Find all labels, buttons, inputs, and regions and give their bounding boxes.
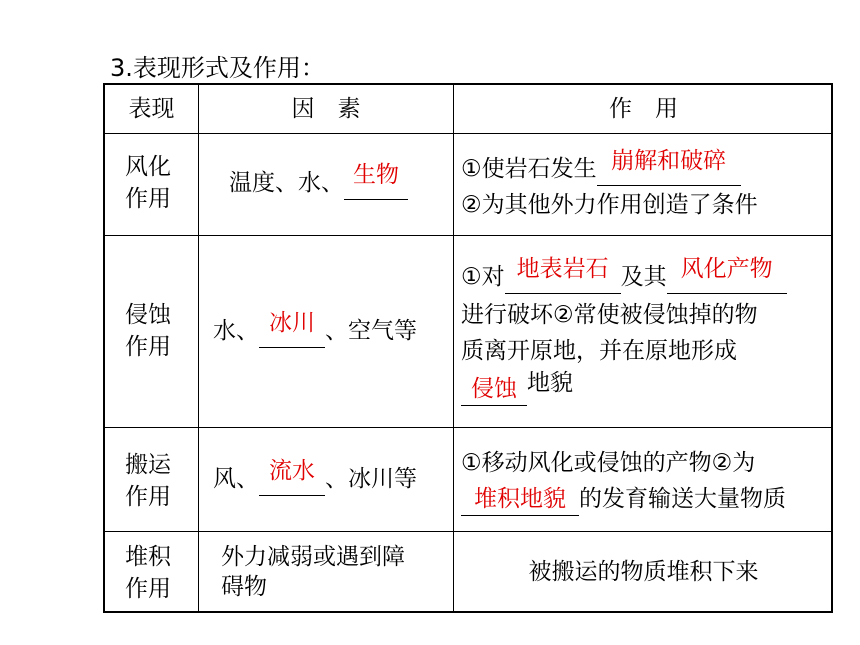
answer-blank: 风化产物 bbox=[667, 261, 787, 294]
row-deposition-effect: 被搬运的物质堆积下来 bbox=[528, 558, 759, 585]
answer-blank: 侵蚀 bbox=[461, 373, 527, 406]
row-erosion-effect-1: ①对 地表岩石 及其 风化产物 bbox=[461, 261, 787, 294]
row-deposition-factors-1: 外力减弱或遇到障 bbox=[221, 544, 405, 570]
answer-blank: 流水 bbox=[259, 463, 325, 496]
row-transport-factors: 风、 流水 、冰川等 bbox=[213, 463, 417, 496]
row-weathering-factors: 温度、水、 生物 bbox=[229, 167, 408, 200]
forms-table bbox=[103, 83, 833, 613]
header-effects: 作 用 bbox=[609, 96, 678, 122]
row-deposition-name: 堆积 作用 bbox=[125, 544, 171, 602]
row-transport-effect-1: ①移动风化或侵蚀的产物②为 bbox=[461, 450, 756, 476]
row-erosion-effect-4: 侵蚀 地貌 bbox=[461, 373, 573, 406]
answer-blank: 冰川 bbox=[259, 315, 325, 348]
answer-blank: 堆积地貌 bbox=[461, 483, 579, 516]
header-factors: 因 素 bbox=[291, 96, 361, 122]
row-deposition-factors-2: 碍物 bbox=[221, 574, 267, 600]
section-title: 3.表现形式及作用： bbox=[110, 54, 325, 82]
answer-blank: 地表岩石 bbox=[505, 261, 621, 294]
row-transport-effect-2: 堆积地貌 的发育输送大量物质 bbox=[461, 483, 786, 516]
row-erosion-name: 侵蚀 作用 bbox=[125, 302, 171, 360]
row-erosion-effect-2: 进行破坏②常使被侵蚀掉的物 bbox=[461, 302, 758, 328]
row-transport-name: 搬运 作用 bbox=[125, 452, 171, 510]
row-weathering-effect-2: ②为其他外力作用创造了条件 bbox=[461, 192, 758, 218]
row-weathering-name: 风化 作用 bbox=[125, 154, 171, 212]
answer-blank: 崩解和破碎 bbox=[597, 153, 741, 186]
row-erosion-factors: 水、 冰川 、空气等 bbox=[213, 315, 417, 348]
row-erosion-effect-3: 质离开原地，并在原地形成 bbox=[461, 338, 737, 364]
header-phenomenon: 表现 bbox=[128, 96, 175, 122]
row-weathering-effect-1: ①使岩石发生 崩解和破碎 bbox=[461, 153, 741, 186]
answer-blank: 生物 bbox=[344, 167, 408, 200]
